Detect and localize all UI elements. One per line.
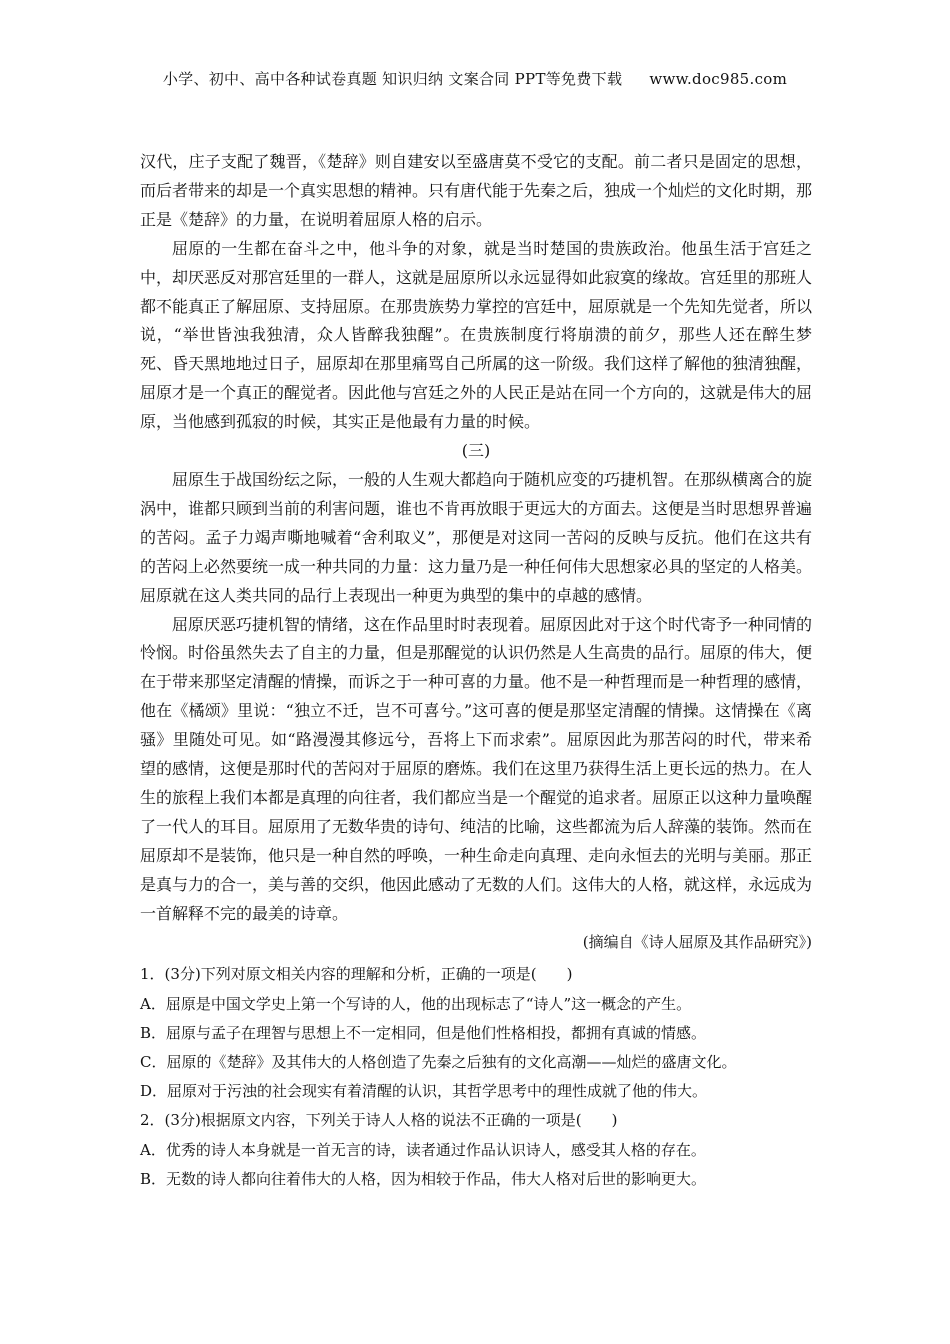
question-2-option-b: B．无数的诗人都向往着伟大的人格，因为相较于作品，伟大人格对后世的影响更大。 <box>140 1169 707 1188</box>
question-2 <box>140 1106 812 1194</box>
question-1-option-c: C．屈原的《楚辞》及其伟大的人格创造了先秦之后独有的文化高潮——灿烂的盛唐文化。 <box>140 1052 737 1071</box>
source-citation: (摘编自《诗人屈原及其作品研究》) <box>582 933 812 952</box>
paragraph-4: 屈原厌恶巧捷机智的情绪，这在作品里时时表现着。屈原因此对于这个时代寄予一种同情的怜悯。时俗虽然失去了自主的力量，但是那醒觉的认识仍然是人生高贵的品行。屈原的伟大，便在于带来那坚定清醒的情操，而诉之于一种可喜的力量。他不是一种哲理而是一种哲理的感情，他在《橘颂》里说：“独立不迁，岂不可喜兮。”这可喜的便是那坚定清醒的情操。这情操在《离骚》里随处可见。如“路漫漫其修远兮，吾将上下而求索”。屈原因此为那苦闷的时代，带来希望的感情，这便是那时代的苦闷对于屈原的磨炼。我们在这里乃获得生活上更长远的热力。在人生的旅程上我们本都是真理的向往者，我们都应当是一个醒觉的追求者。屈原正以这种力量唤醒了一代人的耳目。屈原用了无数华贵的诗句、纯洁的比喻，这些都流为后人辞藻的装饰。然而在屈原却不是装饰，他只是一种自然的呼唤，一种生命走向真理、走向永恒去的光明与美丽。那正是真与力的合一，美与善的交织，他因此感动了无数的人们。这伟大的人格，就这样，永远成为一首解释不完的最美的诗章。 <box>140 614 813 923</box>
question-1-option-b: B．屈原与孟子在理智与思想上不一定相同，但是他们性格相投，都拥有真诚的情感。 <box>140 1023 707 1042</box>
header-url[interactable]: www.doc985.com <box>649 70 788 88</box>
paragraph-3: 屈原生于战国纷纭之际，一般的人生观大都趋向于随机应变的巧捷机智。在那纵横离合的旋涡中，谁都只顾到当前的利害问题，谁也不肯再放眼于更远大的方面去。这便是当时思想界普遍的苦闷。孟子力竭声嘶地喊着“舍利取义”，那便是对这同一苦闷的反映与反抗。他们在这共有的苦闷上必然要统一成一种共同的力量：这力量乃是一种任何伟大思想家必具的坚定的人格美。屈原就在这人类共同的品行上表现出一种更为典型的集中的卓越的感情。 <box>140 469 813 605</box>
question-1-option-d: D．屈原对于污浊的社会现实有着清醒的认识，其哲学思考中的理性成就了他的伟大。 <box>140 1082 708 1101</box>
paragraph-2: 屈原的一生都在奋斗之中，他斗争的对象，就是当时楚国的贵族政治。他虽生活于宫廷之中，却厌恶反对那宫廷里的一群人，这就是屈原所以永远显得如此寂寞的缘故。宫廷里的那班人都不能真正了解屈原、支持屈原。在那贵族势力掌控的宫廷中，屈原就是一个先知先觉者，所以说，“举世皆浊我独清，众人皆醉我独醒”。在贵族制度行将崩溃的前夕，那些人还在醉生梦死、昏天黑地地过日子，屈原却在那里痛骂自己所属的这一阶级。我们这样了解他的独清独醒，屈原才是一个真正的醒觉者。因此他与宫廷之外的人民正是站在同一个方向的，这就是伟大的屈原，当他感到孤寂的时候，其实正是他最有力量的时候。 <box>140 238 813 432</box>
question-2-stem: 2．(3分)根据原文内容，下列关于诗人人格的说法不正确的一项是( ) <box>140 1111 618 1130</box>
paragraph-1: 汉代，庄子支配了魏晋，《楚辞》则自建安以至盛唐莫不受它的支配。前二者只是固定的思想，而后者带来的却是一个真实思想的精神。只有唐代能于先秦之后，独成一个灿烂的文化时期，那正是《楚辞》的力量，在说明着屈原人格的启示。 <box>140 152 813 229</box>
page-header <box>0 68 950 89</box>
question-2-option-a: A．优秀的诗人本身就是一首无言的诗，读者通过作品认识诗人，感受其人格的存在。 <box>140 1140 706 1159</box>
header-text: 小学、初中、高中各种试卷真题 知识归纳 文案合同 PPT等免费下载 <box>162 70 623 88</box>
question-1-option-a: A．屈原是中国文学史上第一个写诗的人，他的出现标志了“诗人”这一概念的产生。 <box>140 994 692 1013</box>
section-title: (三) <box>461 441 491 461</box>
document-body <box>140 148 812 1194</box>
question-1 <box>140 960 812 1106</box>
question-1-stem: 1．(3分)下列对原文相关内容的理解和分析，正确的一项是( ) <box>140 965 573 984</box>
